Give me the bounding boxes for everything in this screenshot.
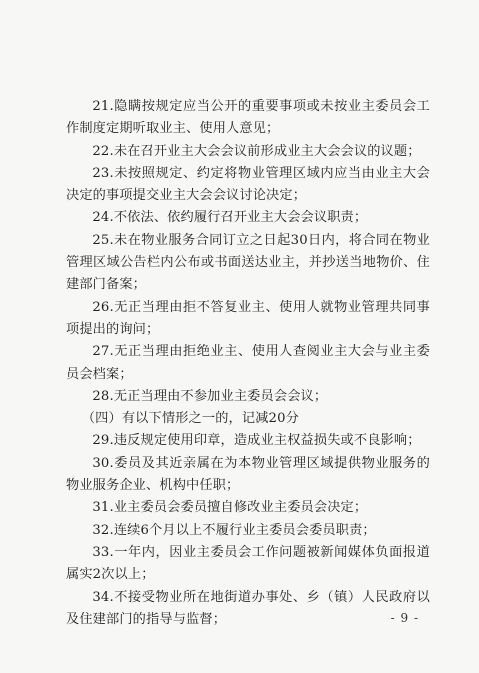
clause-27: 27.无正当理由拒绝业主、使用人查阅业主大会与业主委员会档案； xyxy=(66,344,430,382)
clause-22: 22.未在召开业主大会会议前形成业主大会会议的议题； xyxy=(92,143,421,159)
clause-28: 28.无正当理由不参加业主委员会会议； xyxy=(92,388,328,404)
clause-29: 29.违反规定使用印章，造成业主权益损失或不良影响； xyxy=(92,433,421,449)
clause-25: 25.未在物业服务合同订立之日起30日内，将合同在物业管理区域公告栏内公布或书面送达业主，并抄送当地物价、住建部门备案； xyxy=(66,232,430,293)
clause-21: 21.隐瞒按规定应当公开的重要事项或未按业主委员会工作制度定期听取业主、使用人意见； xyxy=(66,99,430,137)
clause-26: 26.无正当理由拒不答复业主、使用人就物业管理共同事项提出的询问； xyxy=(66,299,430,337)
clause-32: 32.连续6个月以上不履行业主委员会委员职责； xyxy=(92,522,376,538)
clause-31: 31.业主委员会委员擅自修改业主委员会决定； xyxy=(92,500,368,516)
clause-33: 33.一年内，因业主委员会工作问题被新闻媒体负面报道属实2次以上； xyxy=(66,544,430,583)
clause-34: 34.不接受物业所在地街道办事处、乡（镇）人民政府以及住建部门的指导与监督； xyxy=(66,589,430,627)
clause-30: 30.委员及其近亲属在为本物业管理区域提供物业服务的物业服务企业、机构中任职； xyxy=(66,455,430,494)
section-heading-4: （四）有以下情形之一的，记减20分 xyxy=(81,411,299,427)
clause-24: 24.不依法、依约履行召开业主大会会议职责； xyxy=(92,210,368,226)
page-number: - 9 - xyxy=(390,611,419,625)
document-body xyxy=(66,96,430,631)
clause-23: 23.未按照规定、约定将物业管理区域内应当由业主大会决定的事项提交业主大会会议讨论决定； xyxy=(66,165,430,204)
